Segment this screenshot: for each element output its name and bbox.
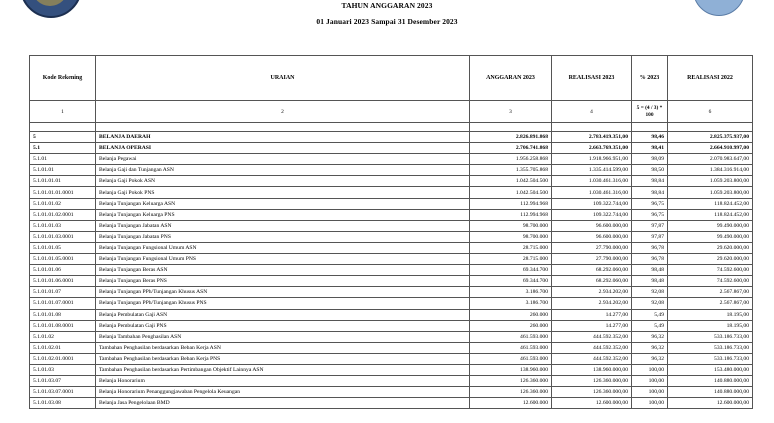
description-cell: BELANJA OPERASI: [96, 143, 470, 154]
prev-realization-cell: 533.186.733,00: [668, 342, 753, 353]
prev-realization-cell: 140.880.000,00: [668, 376, 753, 387]
col-header-realisasi: REALISASI 2023: [552, 56, 632, 101]
prev-realization-cell: 533.186.733,00: [668, 331, 753, 342]
prev-realization-cell: 18.195,00: [668, 309, 753, 320]
budget-cell: 12.600.000: [470, 398, 552, 409]
prev-realization-cell: 153.480.000,00: [668, 364, 753, 375]
description-cell: Belanja Pegawai: [96, 154, 470, 165]
budget-cell: 126.360.000: [470, 376, 552, 387]
prev-realization-cell: 99.490.000,00: [668, 231, 753, 242]
description-cell: Tambahan Penghasilan berdasarkan Beban Kerja PNS: [96, 353, 470, 364]
percent-cell: 96,32: [632, 342, 668, 353]
account-code-cell: 5.1.01.01.05.0001: [30, 254, 96, 265]
description-cell: Tambahan Penghasilan berdasarkan Pertimbangan Objektif Lainnya ASN: [96, 364, 470, 375]
percent-cell: 97,87: [632, 220, 668, 231]
realization-cell: 126.360.000,00: [552, 387, 632, 398]
budget-cell: 126.360.000: [470, 387, 552, 398]
description-cell: Belanja Tunjangan PPh/Tunjangan Khusus PNS: [96, 298, 470, 309]
percent-cell: 98,48: [632, 276, 668, 287]
percent-cell: 98,84: [632, 176, 668, 187]
percent-cell: 96,75: [632, 198, 668, 209]
account-code-cell: 5.1.01.01.05: [30, 242, 96, 253]
description-cell: Belanja Tunjangan Jabatan ASN: [96, 220, 470, 231]
table-row: [30, 220, 753, 231]
budget-cell: 28.715.000: [470, 254, 552, 265]
prev-realization-cell: 2.825.375.937,00: [668, 132, 753, 143]
description-cell: Belanja Gaji Pokok PNS: [96, 187, 470, 198]
table-row: [30, 143, 753, 154]
account-code-cell: 5.1.01.01.07: [30, 287, 96, 298]
prev-realization-cell: 118.824.452,00: [668, 209, 753, 220]
realization-cell: 1.918.966.951,00: [552, 154, 632, 165]
description-cell: Belanja Tunjangan Keluarga PNS: [96, 209, 470, 220]
col-number: 2: [96, 101, 470, 123]
realization-cell: 2.934.202,00: [552, 298, 632, 309]
account-code-cell: 5.1.01.01.02: [30, 198, 96, 209]
prev-realization-cell: 1.384.316.914,00: [668, 165, 753, 176]
col-number: 1: [30, 101, 96, 123]
percent-cell: 5,49: [632, 320, 668, 331]
percent-cell: 98,41: [632, 143, 668, 154]
account-code-cell: 5.1.01.01.06: [30, 265, 96, 276]
description-cell: Tambahan Penghasilan berdasarkan Beban Kerja ASN: [96, 342, 470, 353]
col-header-kode: Kode Rekening: [30, 56, 96, 101]
budget-cell: 461.593.000: [470, 331, 552, 342]
percent-cell: 92,08: [632, 298, 668, 309]
budget-cell: 260.000: [470, 320, 552, 331]
realization-cell: 444.592.352,00: [552, 353, 632, 364]
percent-cell: 97,87: [632, 231, 668, 242]
report-title: TAHUN ANGGARAN 2023: [341, 1, 433, 10]
budget-cell: 28.715.000: [470, 242, 552, 253]
budget-cell: 260.000: [470, 309, 552, 320]
percent-cell: 100,00: [632, 364, 668, 375]
description-cell: Belanja Tunjangan Beras PNS: [96, 276, 470, 287]
prev-realization-cell: 533.186.733,00: [668, 353, 753, 364]
realization-cell: 14.277,00: [552, 309, 632, 320]
percent-cell: 98,50: [632, 165, 668, 176]
account-code-cell: 5.1.01.01.01: [30, 176, 96, 187]
account-code-cell: 5.1.01.02: [30, 331, 96, 342]
prev-realization-cell: 1.059.203.800,00: [668, 187, 753, 198]
table-row: [30, 298, 753, 309]
report-period: 01 Januari 2023 Sampai 31 Desember 2023: [316, 17, 458, 26]
realization-cell: 96.600.000,00: [552, 231, 632, 242]
table-row: [30, 276, 753, 287]
col-number: 6: [668, 101, 753, 123]
prev-realization-cell: 2.664.910.997,00: [668, 143, 753, 154]
percent-cell: 96,78: [632, 242, 668, 253]
table-row: [30, 154, 753, 165]
account-code-cell: 5.1.01.01.06.0001: [30, 276, 96, 287]
account-code-cell: 5.1.01.01.03.0001: [30, 231, 96, 242]
col-header-anggaran: ANGGARAN 2023: [470, 56, 552, 101]
column-number-row: [30, 101, 753, 123]
prev-realization-cell: 140.880.000,00: [668, 387, 753, 398]
description-cell: Belanja Gaji dan Tunjangan ASN: [96, 165, 470, 176]
account-code-cell: 5: [30, 132, 96, 143]
table-row: [30, 187, 753, 198]
account-code-cell: 5.1.01.03: [30, 364, 96, 375]
account-code-cell: 5.1.01.01.01.0001: [30, 187, 96, 198]
table-row: [30, 320, 753, 331]
realization-cell: 12.600.000,00: [552, 398, 632, 409]
prev-realization-cell: 1.059.203.800,00: [668, 176, 753, 187]
table-row: [30, 198, 753, 209]
col-number: 3: [470, 101, 552, 123]
account-code-cell: 5.1.01.01.07.0001: [30, 298, 96, 309]
budget-cell: 1.042.504.500: [470, 176, 552, 187]
prev-realization-cell: 99.490.000,00: [668, 220, 753, 231]
percent-cell: 98,48: [632, 265, 668, 276]
table-row: [30, 254, 753, 265]
budget-cell: 1.355.705.868: [470, 165, 552, 176]
realization-cell: 2.934.202,00: [552, 287, 632, 298]
table-row: [30, 176, 753, 187]
realization-cell: 444.592.352,00: [552, 342, 632, 353]
percent-cell: 5,49: [632, 309, 668, 320]
description-cell: Belanja Tunjangan Jabatan PNS: [96, 231, 470, 242]
percent-cell: 96,32: [632, 331, 668, 342]
description-cell: Belanja Pembulatan Gaji ASN: [96, 309, 470, 320]
percent-cell: 98,46: [632, 132, 668, 143]
col-number: 4: [552, 101, 632, 123]
realization-cell: 14.277,00: [552, 320, 632, 331]
col-header-uraian: URAIAN: [96, 56, 470, 101]
realization-cell: 2.663.769.351,00: [552, 143, 632, 154]
prev-realization-cell: 29.620.000,00: [668, 254, 753, 265]
table-row: [30, 364, 753, 375]
percent-cell: 100,00: [632, 387, 668, 398]
realization-cell: 109.322.744,00: [552, 209, 632, 220]
budget-cell: 461.593.000: [470, 342, 552, 353]
col-header-realisasi-prev: REALISASI 2022: [668, 56, 753, 101]
realization-cell: 126.360.000,00: [552, 376, 632, 387]
table-row: [30, 387, 753, 398]
description-cell: Belanja Tunjangan PPh/Tunjangan Khusus ASN: [96, 287, 470, 298]
account-code-cell: 5.1.01.01.02.0001: [30, 209, 96, 220]
prev-realization-cell: 118.824.452,00: [668, 198, 753, 209]
table-row: [30, 165, 753, 176]
table-body: [30, 132, 753, 409]
account-code-cell: 5.1.01.02.01: [30, 342, 96, 353]
realization-cell: 27.790.000,00: [552, 242, 632, 253]
description-cell: Belanja Pembulatan Gaji PNS: [96, 320, 470, 331]
realization-cell: 109.322.744,00: [552, 198, 632, 209]
prev-realization-cell: 29.620.000,00: [668, 242, 753, 253]
budget-cell: 1.956.258.868: [470, 154, 552, 165]
account-code-cell: 5.1.01.03.08: [30, 398, 96, 409]
description-cell: Belanja Tunjangan Keluarga ASN: [96, 198, 470, 209]
percent-cell: 98,84: [632, 187, 668, 198]
account-code-cell: 5.1.01.03.07.0001: [30, 387, 96, 398]
description-cell: Belanja Honorarium: [96, 376, 470, 387]
realization-cell: 138.960.000,00: [552, 364, 632, 375]
budget-cell: 2.706.741.868: [470, 143, 552, 154]
table-header-row: [30, 56, 753, 101]
col-number: 5 = (4 / 3) * 100: [632, 101, 668, 123]
account-code-cell: 5.1.01: [30, 154, 96, 165]
prev-realization-cell: 2.567.867,00: [668, 287, 753, 298]
description-cell: Belanja Tunjangan Fungsional Umum ASN: [96, 242, 470, 253]
budget-cell: 1.042.504.500: [470, 187, 552, 198]
account-code-cell: 5.1: [30, 143, 96, 154]
table-row: [30, 242, 753, 253]
table-row: [30, 265, 753, 276]
realization-cell: 444.592.352,00: [552, 331, 632, 342]
realization-cell: 68.292.060,00: [552, 276, 632, 287]
table-row: [30, 398, 753, 409]
description-cell: Belanja Tunjangan Fungsional Umum PNS: [96, 254, 470, 265]
budget-cell: 98.700.000: [470, 220, 552, 231]
description-cell: Belanja Jasa Pengelolaan BMD: [96, 398, 470, 409]
budget-cell: 3.186.700: [470, 287, 552, 298]
table-row: [30, 331, 753, 342]
account-code-cell: 5.1.01.02.01.0001: [30, 353, 96, 364]
description-cell: Belanja Tunjangan Beras ASN: [96, 265, 470, 276]
account-code-cell: 5.1.01.01: [30, 165, 96, 176]
account-code-cell: 5.1.01.01.08: [30, 309, 96, 320]
prev-realization-cell: 2.070.983.647,00: [668, 154, 753, 165]
realization-cell: 2.783.419.351,00: [552, 132, 632, 143]
table-row: [30, 353, 753, 364]
realization-cell: 68.292.060,00: [552, 265, 632, 276]
prev-realization-cell: 74.592.600,00: [668, 265, 753, 276]
budget-cell: 461.593.000: [470, 353, 552, 364]
budget-cell: 138.960.000: [470, 364, 552, 375]
description-cell: Belanja Honorarium Penanggungjawaban Pengelola Keuangan: [96, 387, 470, 398]
percent-cell: 96,32: [632, 353, 668, 364]
table-row: [30, 376, 753, 387]
percent-cell: 92,08: [632, 287, 668, 298]
prev-realization-cell: 2.567.867,00: [668, 298, 753, 309]
prev-realization-cell: 12.600.000,00: [668, 398, 753, 409]
percent-cell: 100,00: [632, 376, 668, 387]
account-code-cell: 5.1.01.03.07: [30, 376, 96, 387]
budget-cell: 2.826.891.868: [470, 132, 552, 143]
description-cell: BELANJA DAERAH: [96, 132, 470, 143]
percent-cell: 96,78: [632, 254, 668, 265]
realization-cell: 1.030.461.316,00: [552, 176, 632, 187]
realization-cell: 1.030.461.316,00: [552, 187, 632, 198]
account-code-cell: 5.1.01.01.08.0001: [30, 320, 96, 331]
table-row: [30, 309, 753, 320]
percent-cell: 96,75: [632, 209, 668, 220]
col-header-persen: % 2023: [632, 56, 668, 101]
percent-cell: 98,09: [632, 154, 668, 165]
realization-cell: 27.790.000,00: [552, 254, 632, 265]
budget-cell: 112.994.968: [470, 209, 552, 220]
percent-cell: 100,00: [632, 398, 668, 409]
description-cell: Belanja Gaji Pokok ASN: [96, 176, 470, 187]
description-cell: Belanja Tambahan Penghasilan ASN: [96, 331, 470, 342]
budget-cell: 69.344.700: [470, 276, 552, 287]
table-row: [30, 209, 753, 220]
budget-cell: 3.186.700: [470, 298, 552, 309]
spacer-row: [30, 123, 753, 132]
table-row: [30, 287, 753, 298]
table-row: [30, 132, 753, 143]
budget-cell: 69.344.700: [470, 265, 552, 276]
account-code-cell: 5.1.01.01.03: [30, 220, 96, 231]
prev-realization-cell: 74.592.600,00: [668, 276, 753, 287]
budget-cell: 98.700.000: [470, 231, 552, 242]
budget-cell: 112.994.968: [470, 198, 552, 209]
prev-realization-cell: 18.195,00: [668, 320, 753, 331]
realization-cell: 96.600.000,00: [552, 220, 632, 231]
table-row: [30, 231, 753, 242]
realization-cell: 1.335.414.599,00: [552, 165, 632, 176]
budget-realization-table: [29, 55, 753, 409]
table-row: [30, 342, 753, 353]
